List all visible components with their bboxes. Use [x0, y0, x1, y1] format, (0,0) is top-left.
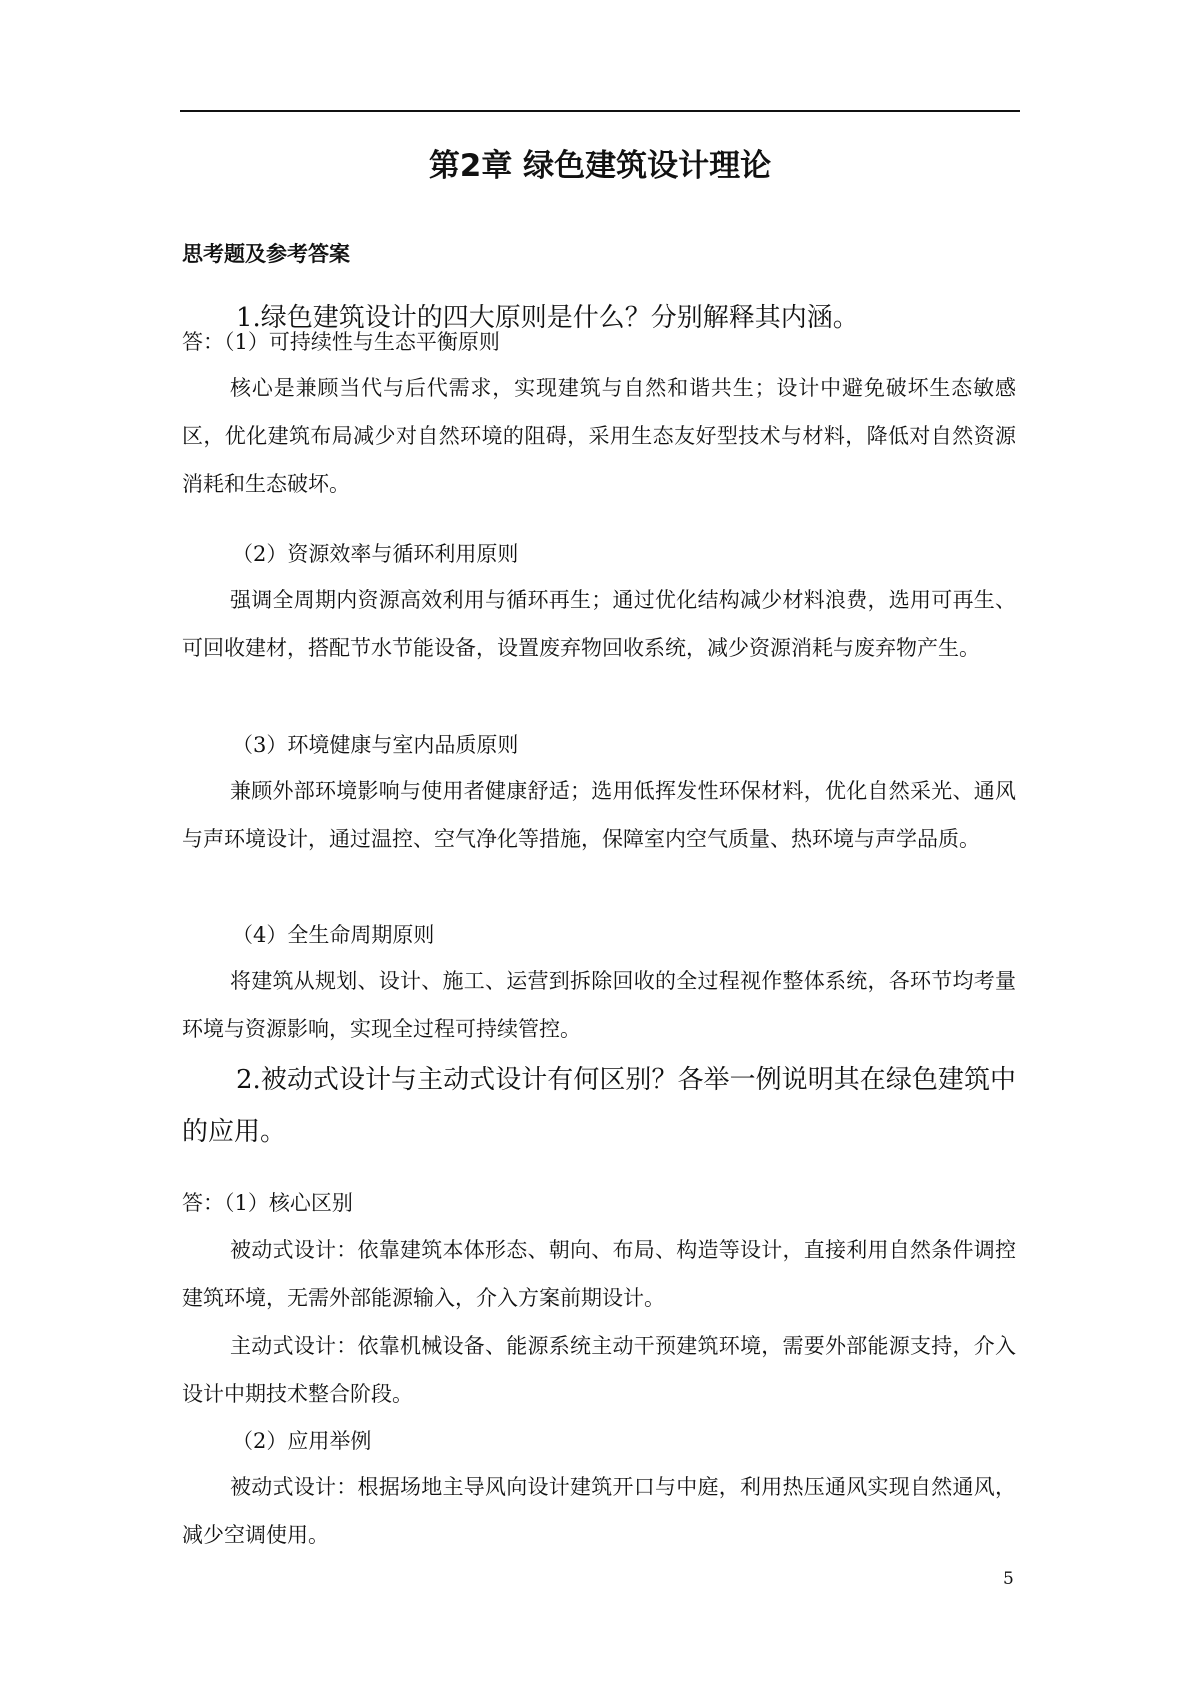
answer-2-paragraph-2: 主动式设计：依靠机械设备、能源系统主动干预建筑环境，需要外部能源支持，介入设计中期技术整合阶段。: [182, 1334, 1016, 1406]
question-1: 1.绿色建筑设计的四大原则是什么？分别解释其内涵。: [236, 303, 859, 333]
answer-1-paragraph-2: 强调全周期内资源高效利用与循环再生；通过优化结构减少材料浪费，选用可再生、可回收建材，搭配节水节能设备，设置废弃物回收系统，减少资源消耗与废弃物产生。: [182, 588, 1016, 660]
answer-1-paragraph-3: 兼顾外部环境影响与使用者健康舒适；选用低挥发性环保材料，优化自然采光、通风与声环境设计，通过温控、空气净化等措施，保障室内空气质量、热环境与声学品质。: [182, 779, 1016, 851]
header-rule: [180, 110, 1020, 112]
section-heading: 思考题及参考答案: [182, 242, 350, 266]
answer-1-subheading-3: （3）环境健康与室内品质原则: [232, 733, 519, 757]
answer-1-paragraph-4: 将建筑从规划、设计、施工、运营到拆除回收的全过程视作整体系统，各环节均考量环境与资源影响，实现全过程可持续管控。: [182, 969, 1016, 1041]
chapter-title: 第2章 绿色建筑设计理论: [428, 148, 772, 184]
answer-1-paragraph-1: 核心是兼顾当代与后代需求，实现建筑与自然和谐共生；设计中避免破坏生态敏感区，优化建筑布局减少对自然环境的阻碍，采用生态友好型技术与材料，降低对自然资源消耗和生态破坏。: [182, 376, 1016, 496]
answer-2-subheading-2: （2）应用举例: [232, 1429, 372, 1453]
answer-1-subheading-2: （2）资源效率与循环利用原则: [232, 542, 519, 566]
page-number: 5: [1003, 1569, 1014, 1589]
answer-2-label: 答：（1）核心区别: [182, 1191, 353, 1215]
answer-1-label: 答：（1）可持续性与生态平衡原则: [182, 330, 500, 354]
answer-2-paragraph-1: 被动式设计：依靠建筑本体形态、朝向、布局、构造等设计，直接利用自然条件调控建筑环境，无需外部能源输入，介入方案前期设计。: [182, 1238, 1016, 1310]
answer-2-paragraph-3: 被动式设计：根据场地主导风向设计建筑开口与中庭，利用热压通风实现自然通风，减少空调使用。: [182, 1475, 1016, 1547]
question-2: 2.被动式设计与主动式设计有何区别？各举一例说明其在绿色建筑中的应用。: [182, 1065, 1016, 1147]
answer-1-subheading-4: （4）全生命周期原则: [232, 923, 435, 947]
